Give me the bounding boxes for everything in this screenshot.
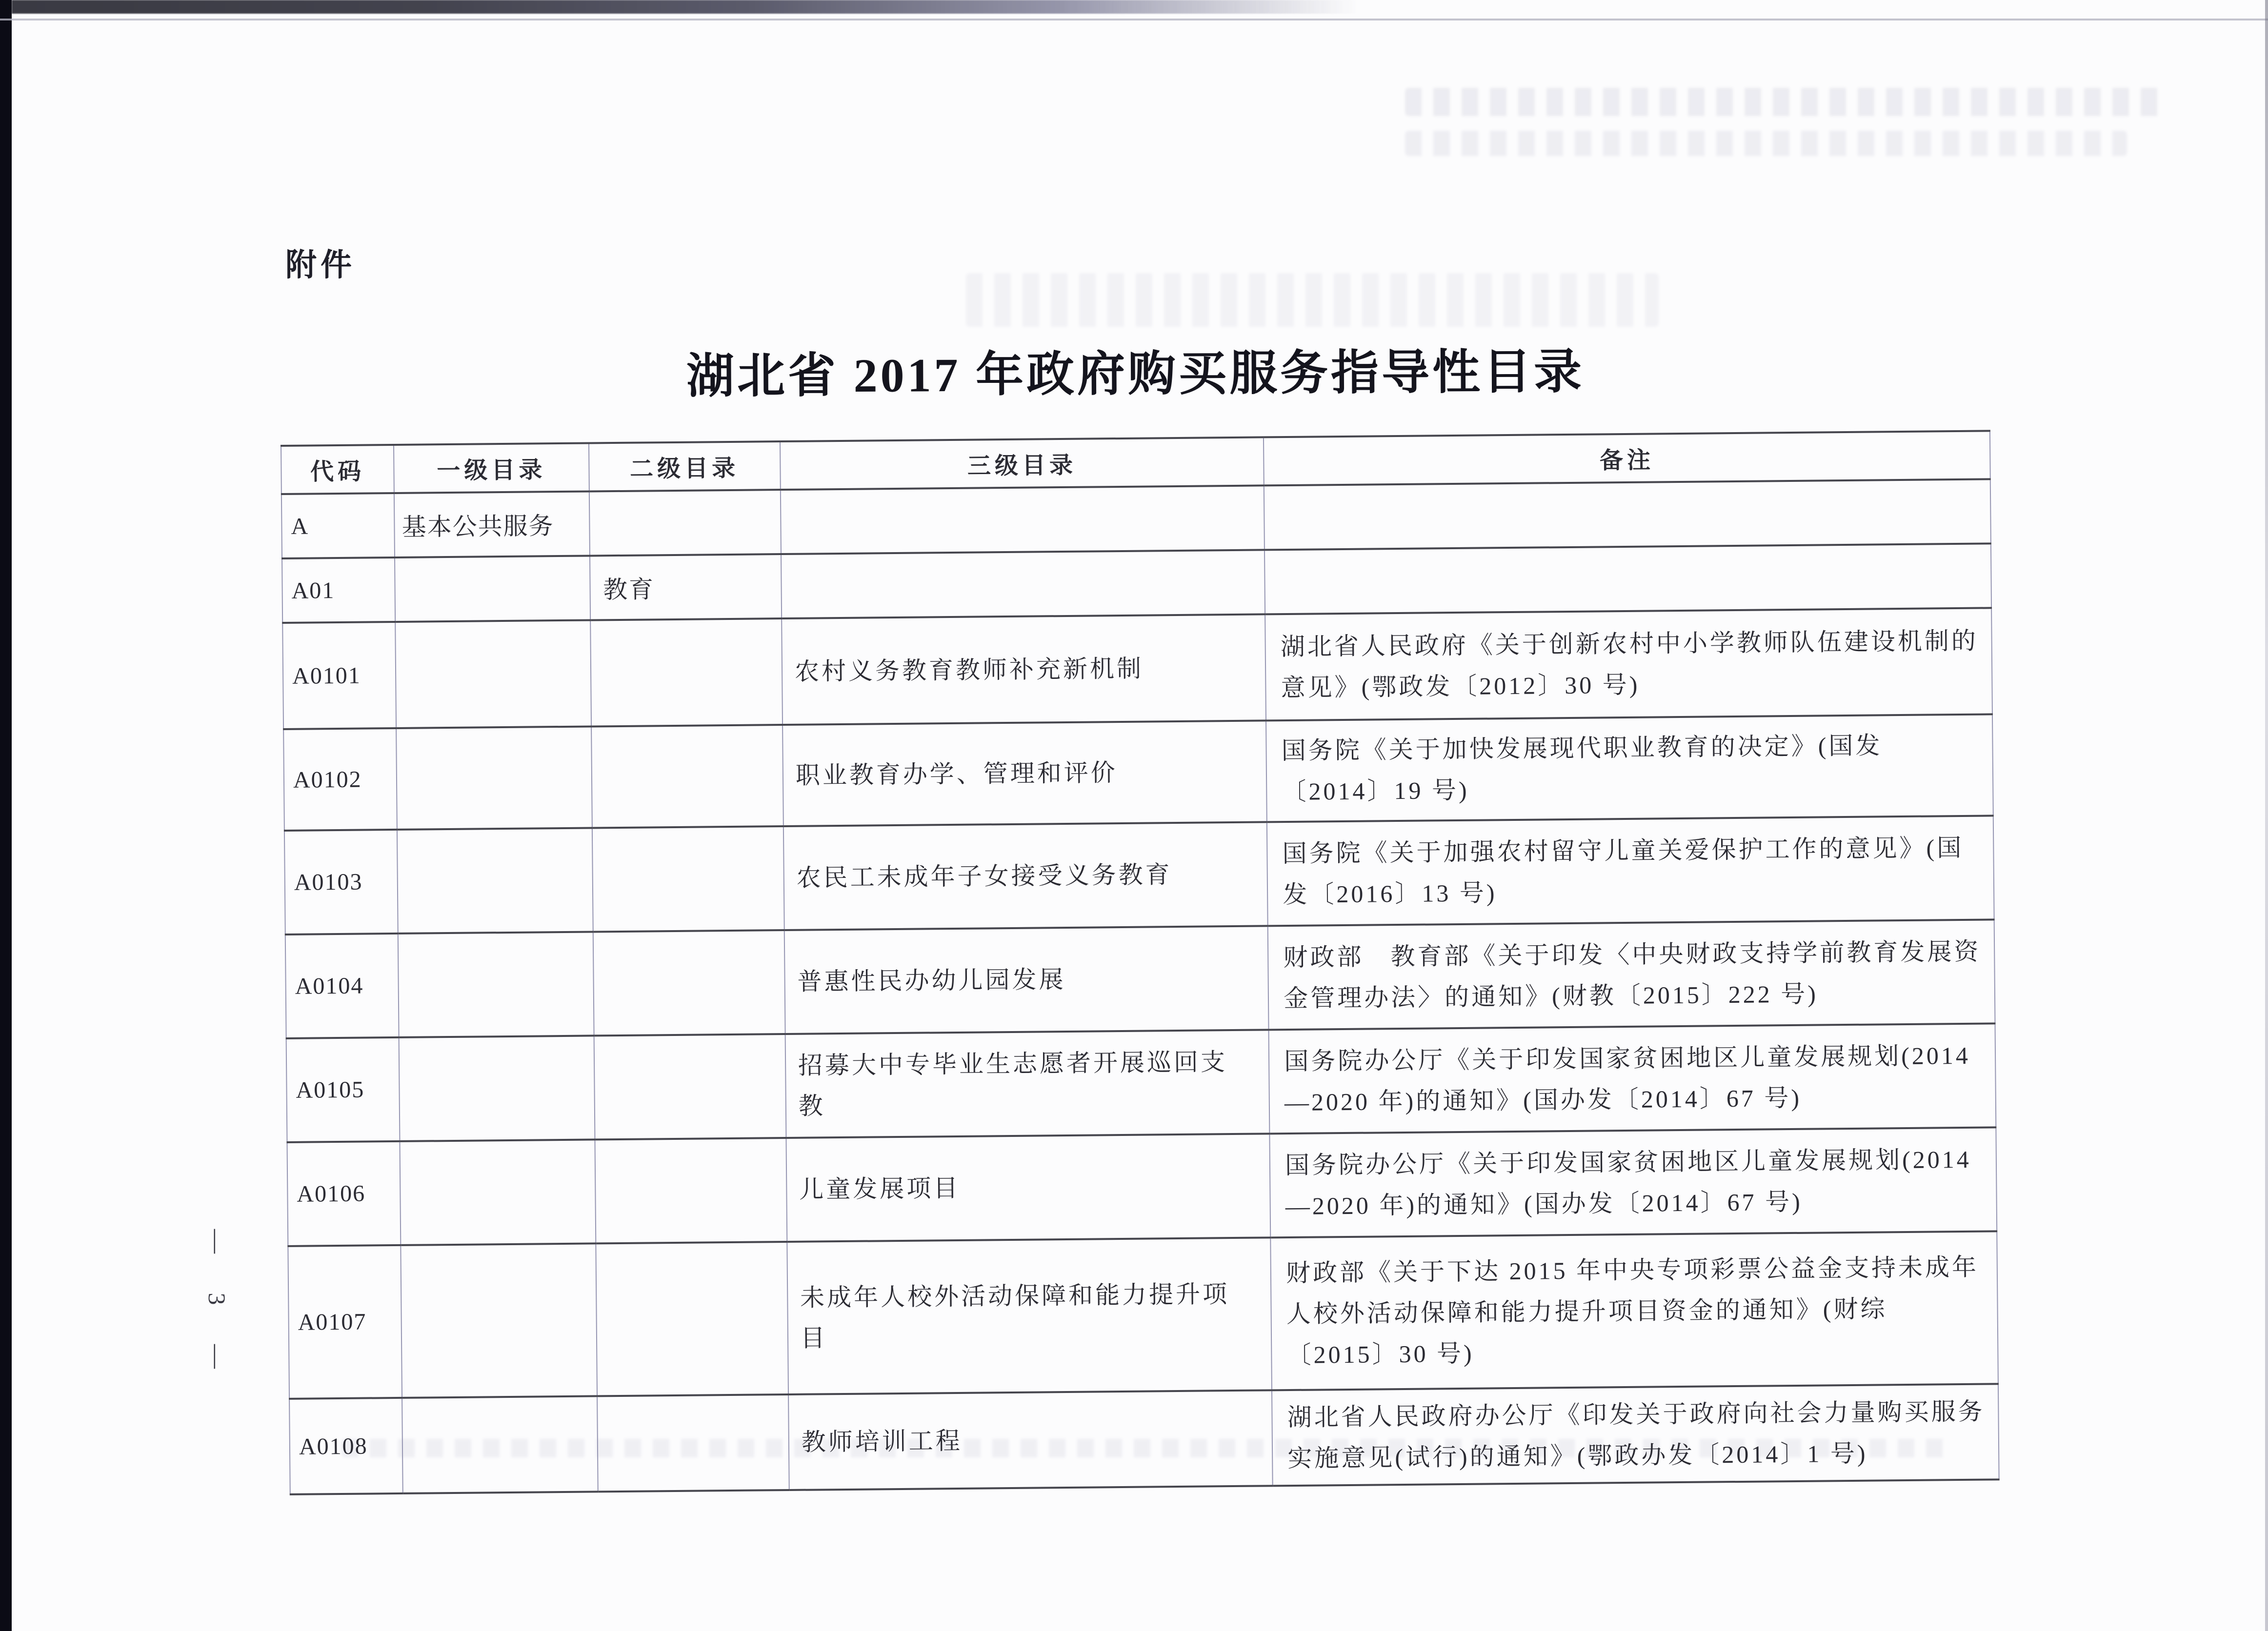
code-cell: A0105 — [286, 1037, 400, 1142]
remark-cell: 国务院《关于加快发展现代职业教育的决定》(国发〔2014〕19 号) — [1266, 714, 1993, 822]
header-code: 代码 — [281, 445, 394, 494]
table-row — [289, 1384, 1999, 1494]
level2-cell: 教育 — [590, 554, 782, 620]
level2-cell — [591, 725, 783, 828]
level2-cell — [590, 618, 783, 726]
level1-cell — [396, 726, 592, 829]
catalog-table-body — [281, 479, 1999, 1494]
level1-cell — [399, 1035, 595, 1141]
level1-cell — [401, 1243, 597, 1397]
remark-cell — [1264, 543, 1991, 614]
code-cell: A0102 — [283, 728, 397, 831]
level2-cell — [596, 1242, 788, 1396]
level3-cell: 儿童发展项目 — [786, 1134, 1270, 1242]
table-row — [284, 816, 1994, 935]
page-title: 湖北省 2017 年政府购买服务指导性目录 — [686, 346, 1585, 403]
level3-cell — [781, 550, 1265, 618]
level2-cell — [592, 826, 784, 932]
page-number: — 3 — — [203, 1229, 231, 1385]
level2-cell — [593, 930, 785, 1035]
level3-cell: 农村义务教育教师补充新机制 — [782, 614, 1266, 725]
level3-cell: 未成年人校外活动保障和能力提升项目 — [787, 1237, 1272, 1394]
level2-cell — [594, 1034, 786, 1139]
level2-cell — [595, 1138, 787, 1243]
code-cell: A01 — [282, 557, 395, 623]
remark-cell: 财政部《关于下达 2015 年中央专项彩票公益金支持未成年人校外活动保障和能力提升项目资金的通知》(财综〔2015〕30 号) — [1270, 1231, 1998, 1390]
table-row — [285, 919, 1995, 1038]
table-row — [288, 1231, 1998, 1399]
code-cell: A — [281, 493, 395, 558]
attachment-label: 附件 — [285, 248, 356, 282]
right-scan-edge — [2265, 0, 2268, 1631]
level1-cell — [398, 932, 594, 1037]
bleedthrough-smudge — [1405, 88, 2166, 116]
catalog-table — [281, 430, 2000, 1495]
level1-cell: 基本公共服务 — [394, 491, 589, 557]
top-scan-dark-bar — [12, 0, 1358, 14]
level3-cell: 农民工未成年子女接受义务教育 — [783, 822, 1268, 930]
remark-cell — [1264, 479, 1991, 550]
header-remark: 备注 — [1264, 431, 1990, 485]
level1-cell — [395, 620, 591, 728]
header-level2: 二级目录 — [589, 441, 781, 491]
table-row — [282, 608, 1992, 729]
level3-cell: 教师培训工程 — [788, 1390, 1273, 1490]
remark-cell: 湖北省人民政府办公厅《印发关于政府向社会力量购买服务实施意见(试行)的通知》(鄂政办发〔2014〕1 号) — [1272, 1384, 1999, 1486]
bleedthrough-smudge — [1405, 131, 2127, 156]
level1-cell — [397, 828, 593, 933]
level1-cell — [400, 1139, 596, 1245]
code-cell: A0104 — [285, 934, 399, 1038]
remark-cell: 国务院办公厅《关于印发国家贫困地区儿童发展规划(2014—2020 年)的通知》(国办发〔2014〕67 号) — [1269, 1023, 1996, 1134]
level1-cell — [402, 1396, 598, 1493]
catalog-table-wrapper — [281, 430, 2000, 1495]
level1-cell — [395, 556, 590, 621]
header-level1: 一级目录 — [394, 443, 589, 493]
left-scan-edge-strip — [0, 0, 12, 1631]
table-row — [283, 714, 1993, 831]
level3-cell: 职业教育办学、管理和评价 — [783, 720, 1267, 826]
level3-cell — [781, 485, 1264, 554]
table-row — [286, 1023, 1996, 1142]
code-cell: A0106 — [287, 1141, 401, 1246]
level2-cell — [589, 490, 781, 556]
table-row — [287, 1127, 1997, 1246]
code-cell: A0103 — [284, 830, 398, 935]
top-scan-line — [0, 19, 2268, 20]
remark-cell: 国务院《关于加强农村留守儿童关爱保护工作的意见》(国发〔2016〕13 号) — [1267, 816, 1994, 926]
level3-cell: 普惠性民办幼儿园发展 — [784, 926, 1269, 1034]
code-cell: A0107 — [288, 1245, 402, 1399]
remark-cell: 国务院办公厅《关于印发国家贫困地区儿童发展规划(2014—2020 年)的通知》(国办发〔2014〕67 号) — [1270, 1127, 1997, 1237]
level3-cell: 招募大中专毕业生志愿者开展巡回支教 — [785, 1030, 1269, 1138]
remark-cell: 湖北省人民政府《关于创新农村中小学教师队伍建设机制的意见》(鄂政发〔2012〕30 号) — [1265, 608, 1992, 720]
bleedthrough-smudge — [966, 273, 1659, 327]
code-cell: A0108 — [289, 1398, 403, 1494]
remark-cell: 财政部 教育部《关于印发〈中央财政支持学前教育发展资金管理办法〉的通知》(财教〔2015〕222 号) — [1268, 919, 1995, 1030]
header-level3: 三级目录 — [780, 437, 1264, 490]
code-cell: A0101 — [282, 622, 396, 729]
level2-cell — [597, 1394, 789, 1492]
